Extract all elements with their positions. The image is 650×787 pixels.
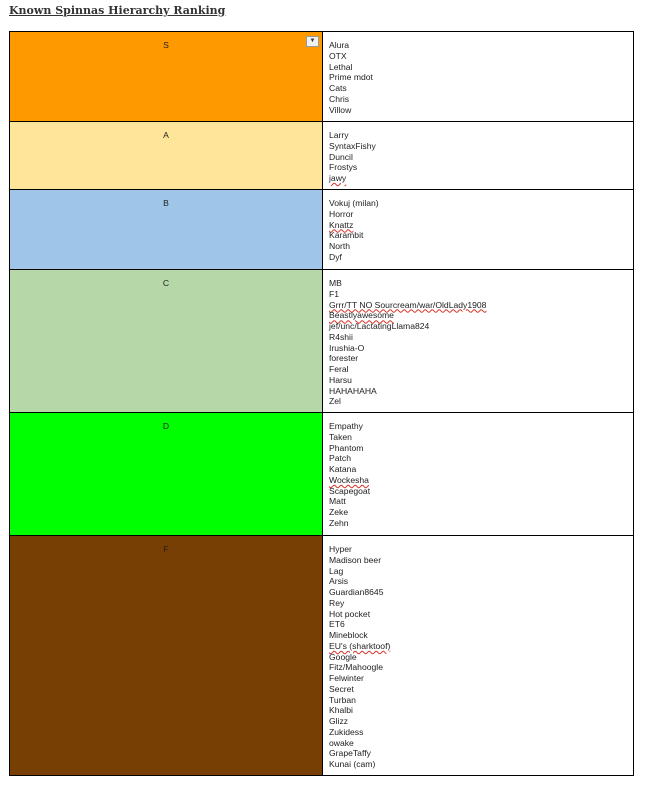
- tier-row-d: [10, 413, 634, 536]
- list-item: Hyper: [329, 544, 352, 554]
- names-cell-f[interactable]: [323, 536, 634, 776]
- list-item: jawy: [329, 173, 347, 183]
- list-item: Zehn: [329, 517, 349, 528]
- list-item: EU's (sharktoof): [329, 640, 391, 651]
- tier-row-a: [10, 122, 634, 190]
- list-item: Guardian8645: [329, 587, 384, 597]
- list-item: Felwinter: [329, 673, 364, 683]
- list-item: Prime mdot: [329, 72, 373, 83]
- tier-row-b: [10, 190, 634, 270]
- list-item: jef/unc/LactatingLlama824: [329, 321, 430, 331]
- list-item: ET6: [329, 619, 345, 630]
- list-item: Frostys: [329, 162, 358, 173]
- list-item: Empathy: [329, 421, 363, 431]
- list-item: Mineblock: [329, 630, 368, 640]
- tier-cell-d[interactable]: [10, 413, 323, 536]
- list-item: Grrr/TT NO Sourcream/war/OldLady1908: [329, 299, 487, 310]
- list-item: Arsis: [329, 576, 349, 587]
- list-item: Beastlyawesome: [329, 310, 394, 321]
- list-item: Turban: [329, 694, 356, 705]
- list-item: Alura: [329, 40, 350, 50]
- list-item: Taken: [329, 431, 352, 442]
- tier-label: D: [162, 421, 170, 431]
- names-cell-a[interactable]: [323, 122, 634, 190]
- list-item: Glizz: [329, 716, 349, 726]
- tier-cell-a[interactable]: [10, 122, 323, 190]
- tier-label: A: [163, 130, 169, 140]
- tier-label: B: [163, 198, 169, 208]
- list-item: Duncil: [329, 151, 353, 162]
- tier-cell-s[interactable]: [10, 32, 323, 122]
- list-item: North: [329, 241, 351, 251]
- list-item: Secret: [329, 683, 354, 694]
- list-item: Harsu: [329, 374, 352, 385]
- list-item: Vokuj (milan): [329, 198, 379, 208]
- tier-cell-c[interactable]: [10, 270, 323, 413]
- names-cell-c[interactable]: [323, 270, 634, 413]
- list-item: Larry: [329, 130, 349, 140]
- names-cell-s[interactable]: [323, 32, 634, 122]
- list-item: forester: [329, 353, 359, 364]
- document-title: Known Spinnas Hierarchy Ranking: [9, 4, 226, 17]
- list-item: Zukidess: [329, 726, 364, 737]
- list-item: Lethal: [329, 61, 353, 72]
- list-item: Madison beer: [329, 554, 382, 565]
- list-item: Chris: [329, 93, 350, 104]
- tier-table: [9, 31, 634, 776]
- tier-row-c: [10, 270, 634, 413]
- list-item: Villow: [329, 104, 352, 115]
- list-item: OTX: [329, 50, 347, 61]
- list-item: Zeke: [329, 507, 349, 517]
- list-item: owake: [329, 737, 354, 748]
- list-item: Wockesha: [329, 474, 369, 485]
- list-item: Matt: [329, 496, 346, 507]
- list-item: Irushia-O: [329, 342, 365, 353]
- list-item: Dyf: [329, 251, 342, 262]
- names-cell-b[interactable]: [323, 190, 634, 270]
- tier-label: S: [163, 40, 169, 50]
- list-item: GrapeTaffy: [329, 748, 371, 759]
- list-item: Horror: [329, 208, 354, 219]
- list-item: Knattz: [329, 219, 354, 230]
- list-item: F1: [329, 288, 340, 299]
- names-cell-d[interactable]: [323, 413, 634, 536]
- list-item: Karambit: [329, 230, 364, 241]
- chevron-down-icon[interactable]: ▼: [306, 36, 319, 47]
- tier-row-s: [10, 32, 634, 122]
- tier-cell-b[interactable]: [10, 190, 323, 270]
- tier-label: C: [162, 278, 170, 288]
- list-item: Scapegoat: [329, 485, 371, 496]
- list-item: Katana: [329, 464, 357, 474]
- list-item: Lag: [329, 565, 344, 576]
- tier-cell-f[interactable]: [10, 536, 323, 776]
- list-item: Patch: [329, 453, 351, 464]
- list-item: R4shii: [329, 331, 353, 342]
- list-item: SyntaxFishy: [329, 140, 376, 151]
- list-item: Feral: [329, 364, 349, 374]
- tier-label: F: [163, 544, 169, 554]
- list-item: Kunai (cam): [329, 759, 376, 769]
- list-item: Phantom: [329, 442, 364, 453]
- list-item: Fitz/Mahoogle: [329, 662, 383, 673]
- list-item: Rey: [329, 597, 345, 608]
- tier-row-f: [10, 536, 634, 776]
- list-item: Zel: [329, 396, 341, 407]
- list-item: Cats: [329, 83, 347, 93]
- list-item: MB: [329, 278, 342, 288]
- list-item: Khalbi: [329, 705, 353, 716]
- list-item: Hot pocket: [329, 608, 371, 619]
- list-item: Google: [329, 651, 357, 662]
- list-item: HAHAHAHA: [329, 385, 377, 396]
